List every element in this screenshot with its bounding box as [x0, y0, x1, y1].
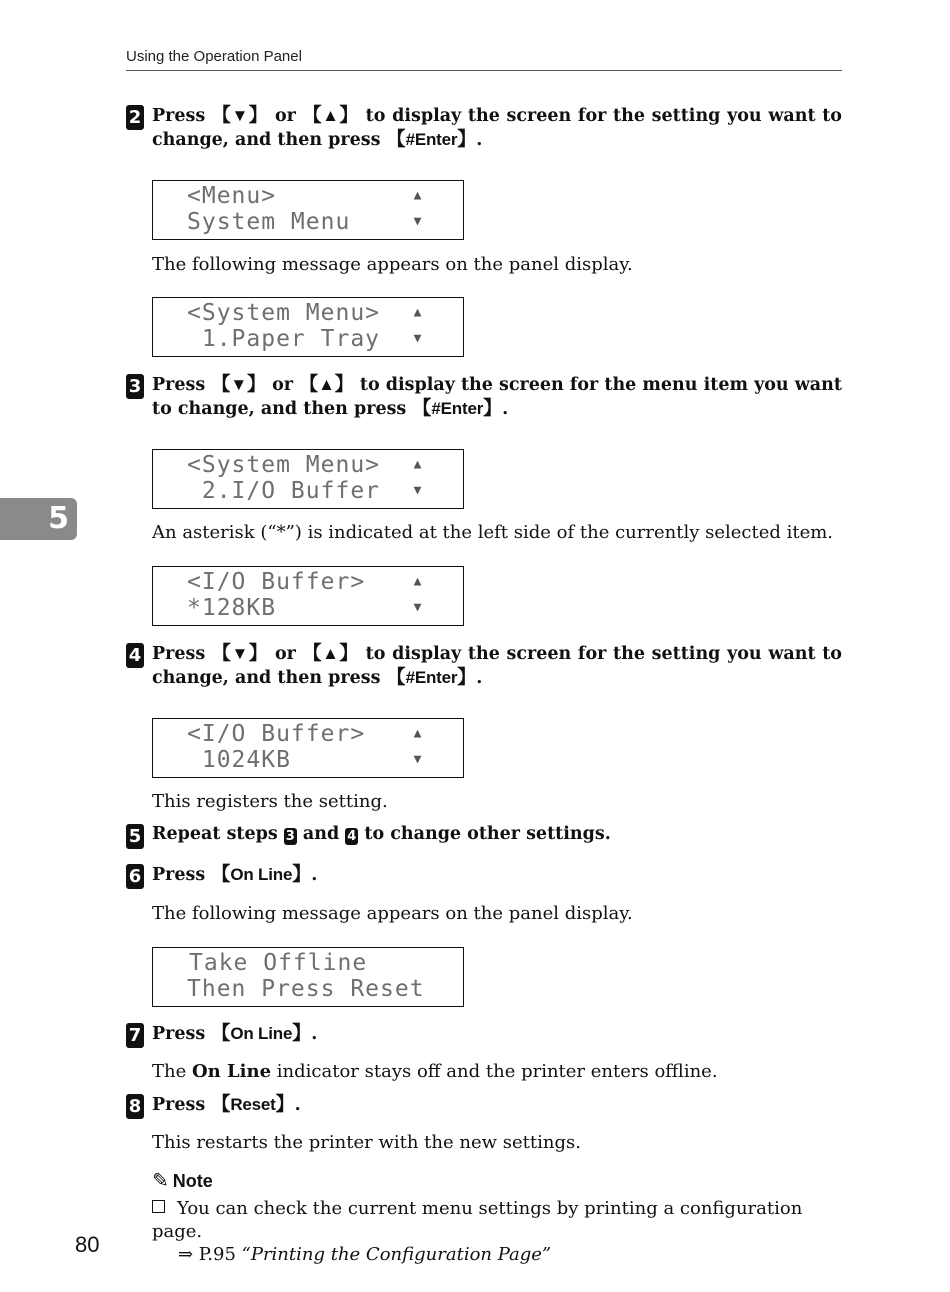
step-ref: 3 [285, 829, 295, 844]
down-key: ▼ [231, 644, 249, 663]
lcd-line-1: <I/O Buffer> [187, 721, 366, 747]
note-reference[interactable] [152, 1243, 844, 1266]
up-arrow-icon: ▲ [413, 574, 423, 589]
step-number: 6 [126, 864, 144, 889]
step-number: 5 [126, 824, 144, 849]
note-item [152, 1197, 844, 1266]
lcd-line-2: Then Press Reset [187, 976, 425, 1002]
step-8 [126, 1093, 842, 1117]
lcd-line-2: 1024KB [187, 747, 291, 773]
lcd-display [152, 718, 464, 778]
step-number: 8 [126, 1094, 144, 1119]
enter-key: #Enter [405, 130, 458, 149]
down-arrow-icon: ▼ [413, 331, 423, 346]
step-6 [126, 863, 842, 887]
body-text: The On Line indicator stays off and the printer enters offline. [152, 1061, 718, 1082]
lcd-display [152, 297, 464, 357]
lcd-display [152, 449, 464, 509]
step-4 [126, 642, 842, 690]
up-key: ▲ [318, 375, 335, 394]
up-arrow-icon: ▲ [413, 188, 423, 203]
online-key: On Line [230, 1024, 293, 1043]
step-instruction: Press 【▼】 or 【▲】 to display the screen for the setting you want to change, and then press 【#Enter】. [152, 642, 842, 688]
online-key: On Line [230, 865, 293, 884]
page-number: 80 [75, 1232, 100, 1257]
note-line [152, 1197, 844, 1243]
note-text: You can check the current menu settings by printing a configuration page. [152, 1198, 803, 1242]
step-instruction: Press 【▼】 or 【▲】 to display the screen for the menu item you want to change, and then press 【#Enter】. [152, 373, 842, 419]
lcd-line-1: <I/O Buffer> [187, 569, 366, 595]
step-2 [126, 104, 842, 152]
note-title: Note [172, 1171, 213, 1191]
lcd-line-2: System Menu [187, 209, 351, 235]
step-instruction: Repeat steps 3 and 4 to change other settings. [152, 824, 611, 844]
step-number: 2 [126, 105, 144, 130]
up-arrow-icon: ▲ [413, 457, 423, 472]
body-text: The following message appears on the panel display. [152, 903, 633, 924]
online-indicator-label: On Line [191, 1061, 272, 1082]
step-instruction: Press 【▼】 or 【▲】 to display the screen for the setting you want to change, and then press 【#Enter】. [152, 104, 842, 150]
reset-key: Reset [230, 1095, 276, 1114]
down-arrow-icon: ▼ [413, 752, 423, 767]
page-header [126, 48, 842, 71]
down-arrow-icon: ▼ [413, 600, 423, 615]
step-number: 3 [126, 374, 144, 399]
step-instruction: Press 【On Line】. [152, 1022, 318, 1044]
step-7 [126, 1022, 842, 1046]
lcd-display [152, 566, 464, 626]
chapter-tab [0, 498, 77, 540]
enter-key: #Enter [431, 399, 484, 418]
pencil-icon: ✎ [152, 1170, 169, 1192]
body-text: An asterisk (“*”) is indicated at the left side of the currently selected item. [152, 522, 834, 543]
lcd-display [152, 947, 464, 1007]
lcd-line-1: <Menu> [187, 183, 277, 209]
down-arrow-icon: ▼ [413, 214, 423, 229]
chapter-number: 5 [48, 501, 69, 536]
step-5 [126, 823, 842, 846]
step-number: 4 [126, 643, 144, 668]
up-key: ▲ [322, 106, 340, 125]
step-3 [126, 373, 842, 421]
up-arrow-icon: ▲ [413, 726, 423, 741]
body-text: This registers the setting. [152, 791, 388, 812]
up-arrow-icon: ▲ [413, 305, 423, 320]
lcd-line-1: Take Offline [189, 950, 368, 976]
header-title: Using the Operation Panel [126, 48, 302, 65]
down-arrow-icon: ▼ [413, 483, 423, 498]
up-key: ▲ [322, 644, 340, 663]
checkbox-icon [152, 1200, 165, 1213]
step-instruction: Press 【On Line】. [152, 863, 318, 885]
down-key: ▼ [231, 106, 249, 125]
lcd-line-2: 1.Paper Tray [187, 326, 381, 352]
enter-key: #Enter [405, 668, 458, 687]
lcd-line-2: *128KB [187, 595, 277, 621]
step-instruction: Press 【Reset】. [152, 1093, 301, 1115]
note-heading [152, 1168, 213, 1193]
reference-title: “Printing the Configuration Page” [241, 1244, 552, 1265]
body-text: This restarts the printer with the new settings. [152, 1132, 581, 1153]
body-text: The following message appears on the panel display. [152, 254, 633, 275]
reference-arrow: ⇒ P.95 [178, 1244, 242, 1265]
lcd-line-2: 2.I/O Buffer [187, 478, 381, 504]
down-key: ▼ [230, 375, 247, 394]
lcd-line-1: <System Menu> [187, 300, 381, 326]
step-ref: 4 [347, 829, 357, 844]
lcd-display [152, 180, 464, 240]
lcd-line-1: <System Menu> [187, 452, 381, 478]
step-number: 7 [126, 1023, 144, 1048]
